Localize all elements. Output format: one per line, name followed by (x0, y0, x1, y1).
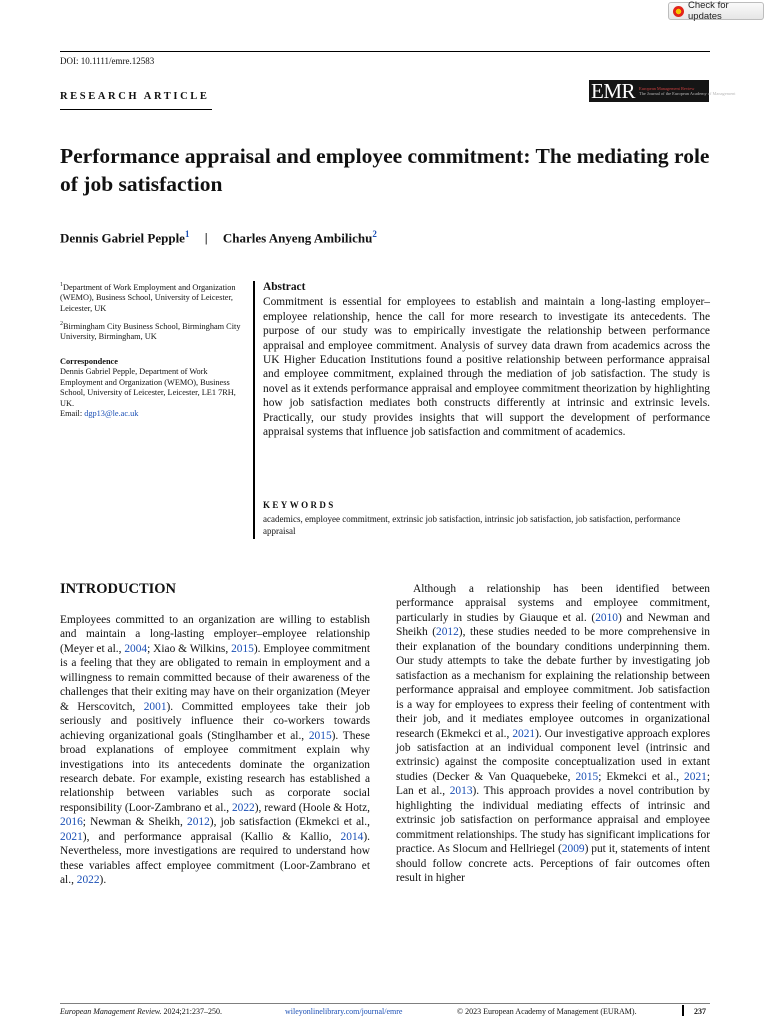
citation-link[interactable]: 2021 (684, 770, 707, 783)
crossmark-icon (673, 6, 684, 17)
citation-link[interactable]: 2014 (340, 830, 364, 843)
body-text: ) and Newman and Sheikh ( (396, 611, 710, 639)
journal-logo (589, 79, 736, 103)
body-text: ). Nevertheless, more investigations are required to understand how these variables affect employee commitment (Loor-Zambrano et al., (60, 830, 370, 887)
citation-link[interactable]: 2001 (143, 700, 167, 713)
affiliations (60, 280, 245, 424)
citation-link[interactable]: 2009 (561, 843, 585, 856)
footer-citation: European Management Review. 2024;21:237–250. (60, 1007, 222, 1016)
body-text: ). This approach provides a novel contribution by highlighting the individual mediating effects of intrinsic and extrinsic job satisfaction on performance appraisal and employee commitment relationships. The study has significant implications for practice. As Slocum and Hellriegel ( (396, 785, 710, 856)
keywords-heading: KEYWORDS (263, 500, 336, 510)
citation-link[interactable]: 2016 (60, 816, 83, 829)
page-number: 237 (694, 1007, 706, 1016)
citation-link[interactable]: 2012 (436, 626, 459, 639)
author-name[interactable]: Charles Anyeng Ambilichu (222, 230, 373, 246)
body-text: ; Ekmekci et al., (598, 770, 685, 783)
affiliation: $^1$Department of Work Employment and Organization (WEMO), Business School, University of Leicester, Leicester, UK (60, 282, 236, 313)
author-list (60, 229, 377, 246)
author-affil-ref[interactable]: 1 (184, 229, 190, 239)
body-text: ), and performance appraisal (Kallio & Kallio, (82, 830, 341, 843)
check-for-updates-label: Check for updates (688, 0, 729, 22)
citation-link[interactable]: 2021 (512, 727, 536, 740)
body-text: ; Newman & Sheikh, (82, 816, 187, 829)
body-column-right (396, 582, 710, 886)
body-text: ). Employee commitment is a feeling that they are obligated to remain in employment and a willingness to remain committed because of their awareness of the challenges that their exiting may have on their organization (Meyer & Herscovitch, (60, 642, 371, 713)
correspondence-text: Dennis Gabriel Pepple, Department of Work Employment and Organization (WEMO), Business School, University of Leicester, Leicester, LE1 7RH, UK. Email: dgp13@le.ac.uk (60, 367, 236, 419)
journal-logo-text: EMR (591, 79, 636, 103)
doi: DOI: 10.1111/emre.12583 (60, 56, 155, 66)
journal-logo-subtitle: European Management Review The Journal of the European Academy of Management (639, 86, 736, 96)
email-link[interactable]: dgp13@le.ac.uk (84, 409, 139, 419)
body-text: ). These broad explanations of employee commitment explain why investigations into its antecedents dominate the organization research debate. For example, existing research has established a relationship between variables such as corporate social responsibility (Loor-Zambrano et al., (60, 729, 370, 814)
citation-link[interactable]: 2022 (76, 874, 100, 887)
footer-divider (682, 1005, 684, 1016)
author-name[interactable]: Dennis Gabriel Pepple (60, 230, 185, 246)
citation-link[interactable]: 2015 (308, 729, 332, 742)
body-text: ), job satisfaction (Ekmekci et al., (209, 816, 370, 829)
citation-link[interactable]: 2015 (575, 770, 599, 783)
affiliation: $^2$Birmingham City Business School, Birmingham City University, Birmingham, UK (60, 320, 241, 341)
keywords (263, 500, 710, 537)
body-text: Employees committed to an organization are willing to establish and maintain a long-lasting employer–employee relationship (Meyer et al., (60, 614, 370, 655)
abstract-rule (253, 281, 255, 539)
body-text: ). Our investigative approach explores job satisfaction at an individual component level (intrinsic and extrinsic) against the composite conceptualization used in extant studies (Decker & Van Quaquebeke, (396, 727, 710, 783)
abstract-body: Commitment is essential for employees to establish and maintain a long-lasting employer–employee relationship, hence the call for more research to investigate its antecedents. The purpose of our study was to empirically investigate the relationship between performance appraisal and employee commitment. Analysis of survey data drawn from academics across the UK Higher Education Institutions found a positive relationship between performance appraisal and employee commitment, explained through the mediation of job satisfaction. The study is novel as it extends performance appraisal and employee commitment theorization by highlighting how job satisfaction mediates both constructs differently at intrinsic and extrinsic levels. Practically, our study provides insights that will support the development of performance appraisal systems that influence job satisfaction and commitment of academics. (263, 296, 710, 439)
check-for-updates-button[interactable] (668, 2, 764, 20)
keywords-list: academics, employee commitment, extrinsic job satisfaction, intrinsic job satisfaction, job satisfaction, performance appraisal (263, 514, 681, 536)
body-text: ; Lan et al., (396, 770, 710, 798)
footer-copyright: © 2023 European Academy of Management (EURAM). (457, 1007, 637, 1016)
citation-link[interactable]: 2012 (187, 816, 210, 829)
body-text: ), these studies needed to be more comprehensive in their explanation of the boundary conditions underpinning them. Our study attempts to take the debate further by investigating job satisfaction as a mechanism for explaining the relationship between performance appraisal and employee commitment. Job satisfaction is a way for employees to express their feeling of contentment with their job, and it mediates employee outcomes in organizational research (Ekmekci et al., (396, 626, 710, 740)
citation-link[interactable]: 2013 (449, 785, 473, 798)
abstract-heading: Abstract (263, 281, 306, 293)
body-text: Although a relationship has been identified between performance appraisal systems and employee commitment, particularly in studies by Giauque et al. ( (396, 583, 710, 624)
footer-rule (60, 1003, 710, 1004)
citation-link[interactable]: 2022 (231, 801, 255, 814)
citation-link[interactable]: 2004 (124, 642, 148, 655)
body-column-left (60, 613, 370, 888)
article-type: RESEARCH ARTICLE (60, 91, 210, 102)
body-text: ), reward (Hoole & Hotz, (254, 801, 370, 814)
body-text: ). (99, 874, 107, 887)
body-text: ). Committed employees take their job seriously and positively influence their co-workers towards achieving organizational goals (Stinglhamber et al., (60, 700, 371, 742)
citation-link[interactable]: 2015 (231, 642, 254, 655)
author-affil-ref[interactable]: 2 (372, 229, 377, 239)
abstract (263, 280, 710, 439)
correspondence-heading: Correspondence (60, 356, 118, 366)
article-title: Performance appraisal and employee commitment: The mediating role of job satisfaction (60, 144, 710, 196)
author-separator: | (204, 230, 208, 246)
citation-link[interactable]: 2021 (60, 830, 83, 843)
header-rule (60, 51, 710, 52)
body-text: ) put it, statements of intent should follow concrete acts. Perceptions of fair outcomes often result in higher (396, 843, 710, 885)
citation-link[interactable]: 2010 (595, 611, 618, 624)
section-heading-introduction: INTRODUCTION (60, 581, 177, 597)
body-text: ; Xiao & Wilkins, (147, 642, 232, 655)
footer-journal-link[interactable]: wileyonlinelibrary.com/journal/emre (285, 1007, 403, 1016)
article-type-rule (60, 109, 212, 110)
